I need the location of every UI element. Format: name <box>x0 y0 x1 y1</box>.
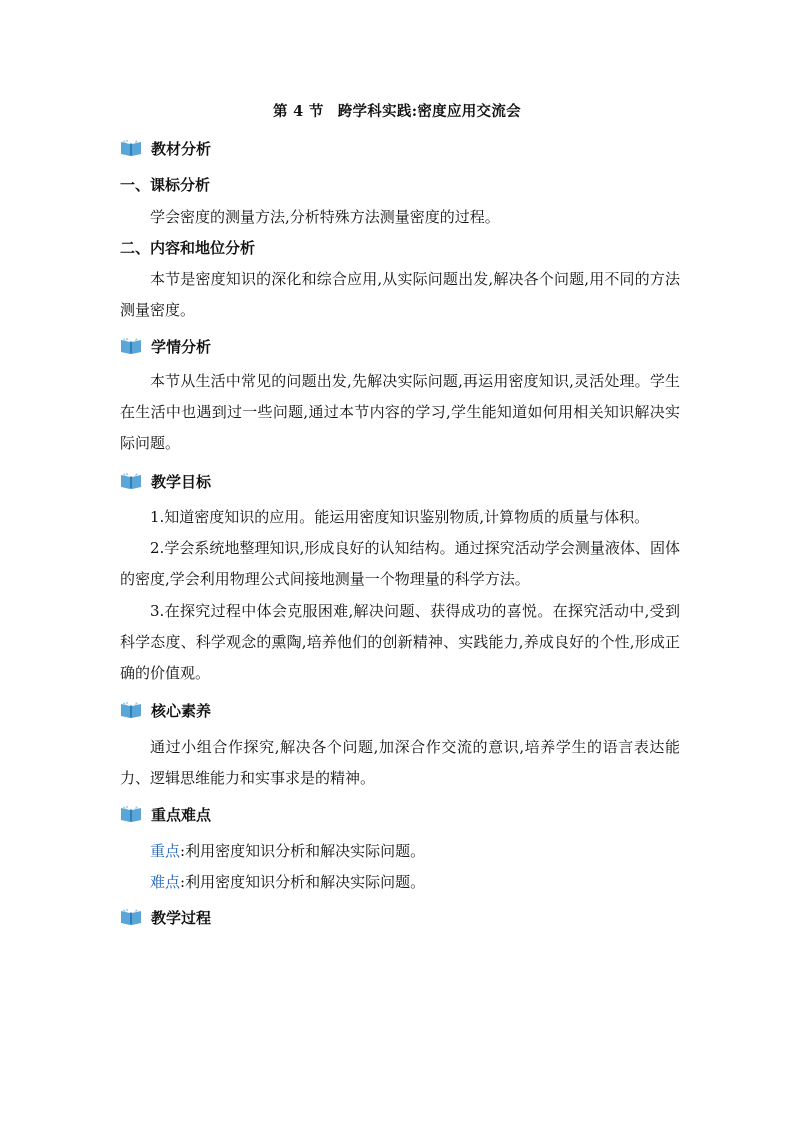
difficult-point: 难点:利用密度知识分析和解决实际问题。 <box>150 873 426 891</box>
paragraph: 通过小组合作探究,解决各个问题,加深合作交流的意识,培养学生的语言表达能力、逻辑思维能力和实事求是的精神。 <box>120 738 680 787</box>
page-title <box>0 100 794 121</box>
section-heading-key-difficult: 重点难点 <box>120 803 211 825</box>
open-book-icon <box>120 139 142 157</box>
section-heading-objectives: 教学目标 <box>120 470 211 492</box>
section-heading-textbook-analysis: 教材分析 <box>120 137 211 159</box>
open-book-icon <box>120 805 142 823</box>
objective-1: 1.知道密度知识的应用。能运用密度知识鉴别物质,计算物质的质量与体积。 <box>150 508 650 526</box>
section-heading-teaching-process: 教学过程 <box>120 906 211 928</box>
paragraph: 本节是密度知识的深化和综合应用,从实际问题出发,解决各个问题,用不同的方法测量密度。 <box>120 270 680 319</box>
section-heading-learner-analysis: 学情分析 <box>120 335 211 357</box>
open-book-icon <box>120 908 142 926</box>
objective-3: 3.在探究过程中体会克服困难,解决问题、获得成功的喜悦。在探究活动中,受到科学态度、科学观念的熏陶,培养他们的创新精神、实践能力,养成良好的个性,形成正确的价值观。 <box>120 602 680 682</box>
subheading-content-position: 二、内容和地位分析 <box>120 239 256 257</box>
open-book-icon <box>120 337 142 355</box>
paragraph: 学会密度的测量方法,分析特殊方法测量密度的过程。 <box>150 208 500 226</box>
open-book-icon <box>120 701 142 719</box>
open-book-icon <box>120 472 142 490</box>
section-title: 跨学科实践:密度应用交流会 <box>337 103 521 120</box>
section-number: 第 4 节 <box>273 103 324 120</box>
objective-2: 2.学会系统地整理知识,形成良好的认知结构。通过探究活动学会测量液体、固体的密度,学会利用物理公式间接地测量一个物理量的科学方法。 <box>120 539 680 588</box>
section-heading-core-literacy: 核心素养 <box>120 699 211 721</box>
key-point: 重点:利用密度知识分析和解决实际问题。 <box>150 842 426 860</box>
subheading-curriculum: 一、课标分析 <box>120 176 211 194</box>
paragraph: 本节从生活中常见的问题出发,先解决实际问题,再运用密度知识,灵活处理。学生在生活中也遇到过一些问题,通过本节内容的学习,学生能知道如何用相关知识解决实际问题。 <box>120 372 680 452</box>
